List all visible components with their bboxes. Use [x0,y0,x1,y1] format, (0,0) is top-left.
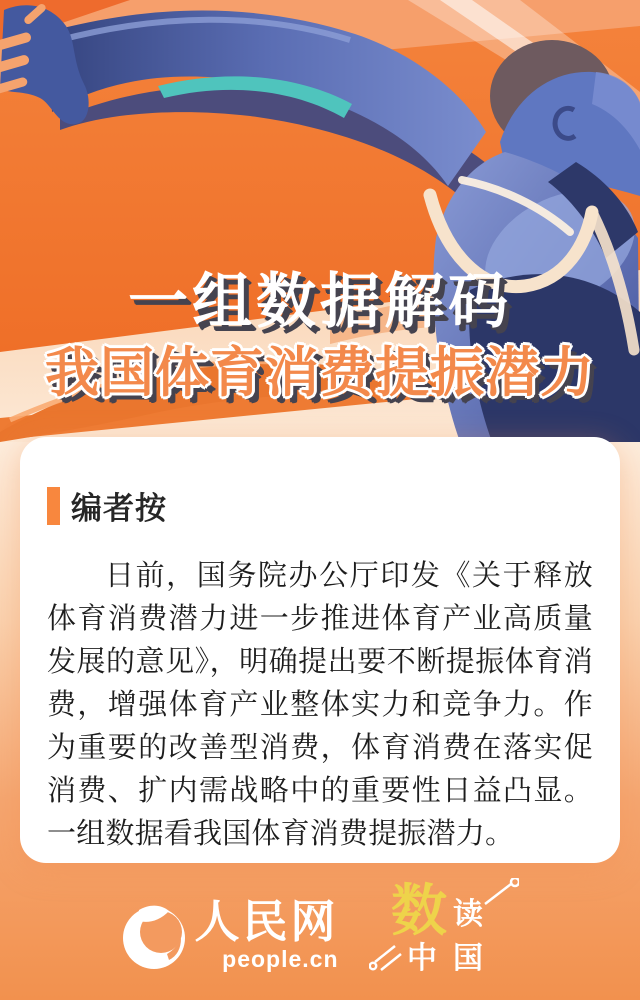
footer-logos [0,878,640,978]
people-cn-globe-icon [121,902,187,974]
people-cn-name: 人民网 [194,896,339,947]
shudu-char-shu: 数 [390,879,447,942]
editor-note-header [47,483,593,528]
people-cn-text [194,898,338,974]
headline-line1: 一组数据解码 [128,268,512,335]
people-cn-domain: people.cn [222,946,339,973]
editor-note-body: 日前，国务院办公厅印发《关于释放体育消费潜力进一步推进体育产业高质量发展的意见》，明确提出要不断提振体育消费，增强体育产业整体实力和竞争力。作为重要的改善型消费，体育消费在落实促消费、扩内需战略中的重要性日益凸显。一组数据看我国体育消费提振潜力。 [47,560,593,850]
headline-line2: 我国体育消费提振潜力 [45,343,595,404]
editor-note-label: 编者按 [71,491,167,526]
editor-note-card [20,437,620,863]
shudu-char-du: 读 [452,898,483,931]
people-cn-logo [121,898,338,974]
shudu-zhongguo-logo [369,878,519,978]
shudu-char-zhong: 中 [406,942,437,975]
shudu-char-guo: 国 [452,942,483,975]
headline-block [0,268,640,404]
accent-bar [47,487,60,525]
